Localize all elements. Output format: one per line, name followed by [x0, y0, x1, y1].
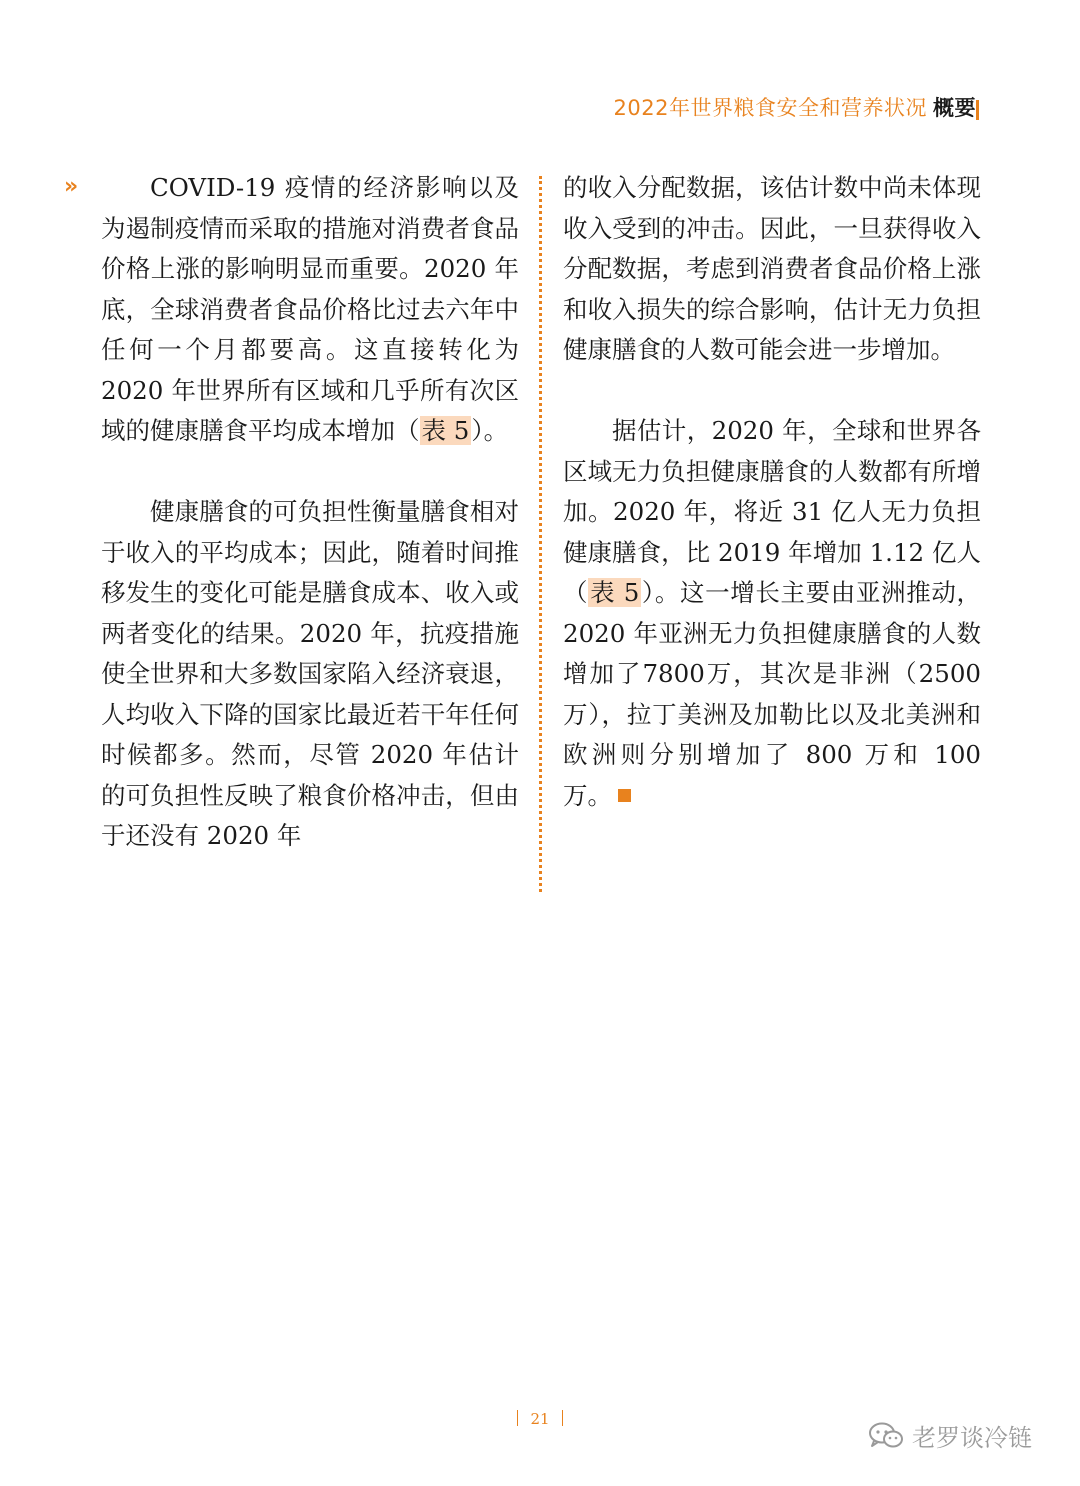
- running-header: [614, 92, 976, 122]
- end-of-article-mark: [618, 789, 631, 802]
- watermark: [868, 1418, 1032, 1453]
- page-number-bar: [562, 1410, 564, 1426]
- paragraph-text: COVID-19 疫情的经济影响以及为遏制疫情而采取的措施对消费者食品价格上涨的影响明显而重要。2020 年底，全球消费者食品价格比过去六年中任何一个月都要高。这直接转化为 2020 年世界所有区域和几乎所有次区域的健康膳食平均成本增加（: [101, 173, 519, 445]
- header-section: 概要: [933, 96, 976, 120]
- double-chevron-icon: »: [64, 174, 79, 199]
- paragraph: [101, 168, 519, 452]
- wechat-icon: [868, 1421, 904, 1451]
- watermark-text: 老罗谈冷链: [912, 1424, 1032, 1452]
- header-accent-bar: [976, 100, 979, 120]
- paragraph-text: ）。这一增长主要由亚洲推动，2020 年亚洲无力负担健康膳食的人数增加了7800万，其次是非洲（2500 万），拉丁美洲及加勒比以及北美洲和欧洲则分别增加了 800 万和 100 万。: [563, 578, 981, 810]
- page-number: 21: [530, 1410, 550, 1428]
- paragraph-text: ）。: [471, 416, 509, 445]
- right-column: [563, 168, 981, 816]
- column-divider: [539, 176, 542, 892]
- page-number-bar: [517, 1410, 519, 1426]
- header-title: 2022年世界粮食安全和营养状况: [613, 96, 927, 120]
- paragraph: 健康膳食的可负担性衡量膳食相对于收入的平均成本；因此，随着时间推移发生的变化可能是膳食成本、收入或两者变化的结果。2020 年，抗疫措施使全世界和大多数国家陷入经济衰退，人均收入下降的国家比最近若干年任何时候都多。然而，尽管 2020 年估计的可负担性反映了粮食价格冲击，但由于还没有 2020 年: [101, 497, 519, 850]
- table-reference-link[interactable]: 表 5: [590, 578, 640, 607]
- paragraph: 的收入分配数据，该估计数中尚未体现收入受到的冲击。因此，一旦获得收入分配数据，考虑到消费者食品价格上涨和收入损失的综合影响，估计无力负担健康膳食的人数可能会进一步增加。: [563, 173, 981, 364]
- left-column: [101, 168, 519, 857]
- paragraph-text: 据估计，2020 年，全球和世界各区域无力负担健康膳食的人数都有所增加。2020 年，将近 31 亿人无力负担健康膳食，比 2019 年增加 1.12 亿人（: [563, 416, 981, 607]
- table-reference-link[interactable]: 表 5: [421, 416, 470, 445]
- paragraph: [563, 411, 981, 816]
